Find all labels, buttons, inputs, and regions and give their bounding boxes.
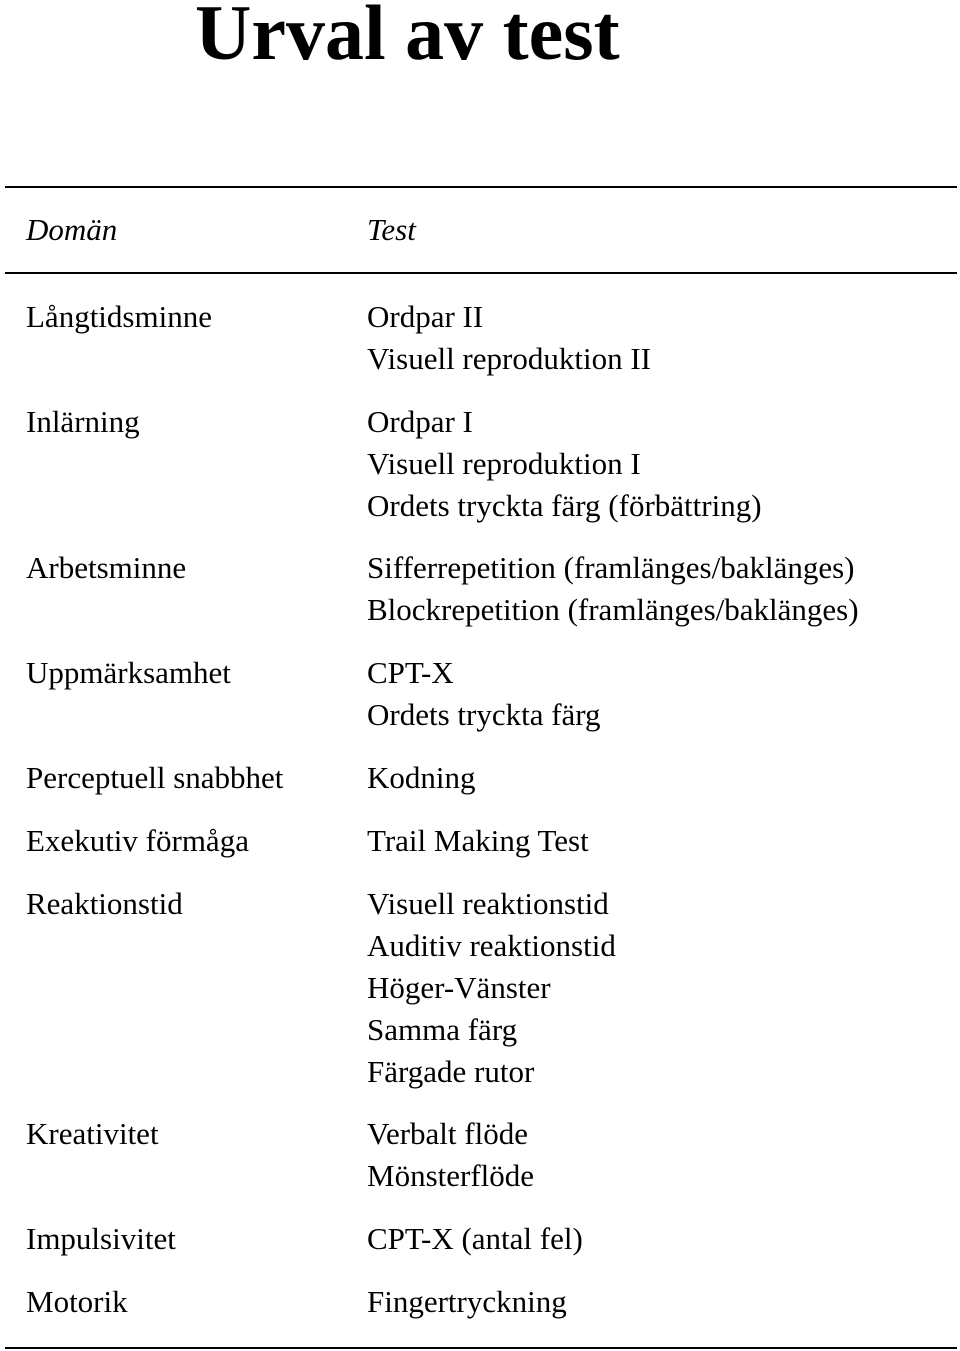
tests-cell xyxy=(367,296,651,380)
test-item: Verbalt flöde xyxy=(367,1116,528,1151)
domain-cell: Exekutiv förmåga xyxy=(26,823,249,858)
tests-cell xyxy=(367,1218,583,1260)
test-item: Auditiv reaktionstid xyxy=(367,928,616,963)
domain-cell: Långtidsminne xyxy=(26,299,212,334)
domain-cell: Inlärning xyxy=(26,404,140,439)
column-header-test: Test xyxy=(367,212,416,247)
domain-cell: Impulsivitet xyxy=(26,1221,176,1256)
domain-cell: Reaktionstid xyxy=(26,886,183,921)
domain-cell: Motorik xyxy=(26,1284,128,1319)
domain-cell: Perceptuell snabbhet xyxy=(26,760,284,795)
test-item: CPT-X (antal fel) xyxy=(367,1221,583,1256)
page-title: Urval av test xyxy=(195,0,620,76)
column-header-domain: Domän xyxy=(26,212,118,247)
test-item: Färgade rutor xyxy=(367,1054,535,1089)
tests-cell xyxy=(367,652,601,736)
test-item: Visuell reaktionstid xyxy=(367,886,609,921)
test-item: Ordets tryckta färg (förbättring) xyxy=(367,488,762,523)
tests-cell xyxy=(367,883,616,1093)
header-rule xyxy=(5,272,957,274)
test-item: Visuell reproduktion II xyxy=(367,341,651,376)
tests-cell xyxy=(367,1281,567,1323)
test-item: Sifferrepetition (framlänges/baklänges) xyxy=(367,550,855,585)
test-item: Ordpar I xyxy=(367,404,473,439)
tests-cell xyxy=(367,1113,534,1197)
test-item: Trail Making Test xyxy=(367,823,589,858)
test-item: Visuell reproduktion I xyxy=(367,446,641,481)
tests-cell xyxy=(367,757,476,799)
test-item: Samma färg xyxy=(367,1012,518,1047)
test-item: Ordets tryckta färg xyxy=(367,697,601,732)
test-item: Höger-Vänster xyxy=(367,970,551,1005)
domain-cell: Kreativitet xyxy=(26,1116,159,1151)
tests-cell xyxy=(367,820,589,862)
test-item: Ordpar II xyxy=(367,299,484,334)
table-top-rule xyxy=(5,186,957,188)
test-item: Mönsterflöde xyxy=(367,1158,535,1193)
tests-cell xyxy=(367,547,859,631)
table-bottom-rule xyxy=(5,1347,957,1349)
domain-cell: Arbetsminne xyxy=(26,550,187,585)
tests-cell xyxy=(367,401,762,527)
domain-cell: Uppmärksamhet xyxy=(26,655,231,690)
test-item: Blockrepetition (framlänges/baklänges) xyxy=(367,592,859,627)
test-item: Fingertryckning xyxy=(367,1284,567,1319)
test-item: Kodning xyxy=(367,760,476,795)
test-item: CPT-X xyxy=(367,655,454,690)
